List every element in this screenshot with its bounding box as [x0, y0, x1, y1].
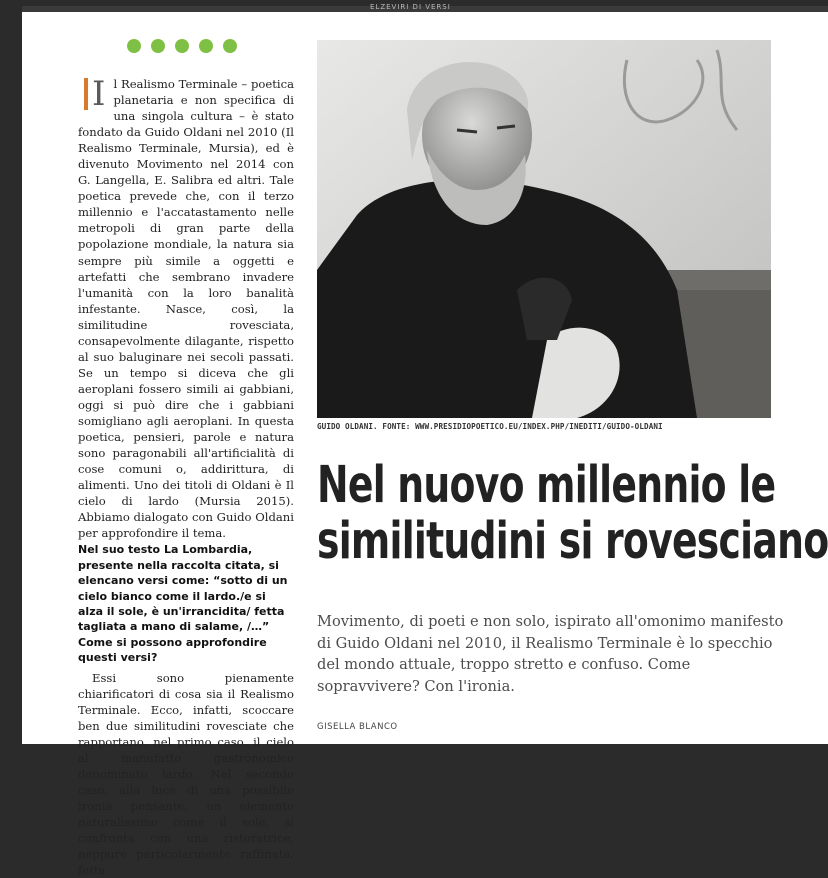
headline-line-1: Nel nuovo millennio le [317, 456, 776, 515]
dot-icon [223, 39, 237, 53]
portrait-photo [317, 40, 771, 418]
dot-icon [199, 39, 213, 53]
top-strip [22, 3, 828, 12]
article-body [78, 76, 294, 878]
intro-paragraph [78, 76, 294, 541]
dot-icon [127, 39, 141, 53]
section-header: ELZEVIRI DI VERSI [370, 3, 451, 11]
interview-question: Nel suo testo La Lombardia, presente nella raccolta citata, si elencano versi come: “sotto di un cielo bianco come il lardo./e si alza il sole, è un'irrancidita/ fetta tagliata a mano di salame, /…” Come si possono approfondire questi versi? [78, 543, 288, 665]
portrait-illustration [317, 40, 771, 418]
dot-icon [151, 39, 165, 53]
photo-caption: GUIDO OLDANI. FONTE: WWW.PRESIDIOPOETICO.EU/INDEX.PHP/INEDITI/GUIDO-OLDANI [317, 422, 663, 431]
headline [317, 456, 828, 571]
magazine-page [22, 3, 828, 878]
interview-answer: Essi sono pienamente chiarificatori di cosa sia il Realismo Terminale. Ecco, infatti, scoccare ben due similitudini rovesciate che rapportano, nel primo caso, il cielo al manufatto gastronomico denominato lardo. Nel secondo caso, alla luce di una possibile ironia pensante, un elemento naturalissimo come il sole, si confronta con una ristoratrice, neppure particolarmente raffinata, fetta [78, 670, 294, 878]
headline-line-2: similitudini si rovesciano [317, 512, 828, 571]
intro-text: l Realismo Terminale – poetica planetaria e non specifica di una singola cultura – è stato fondato da Guido Oldani nel 2010 (Il Realismo Terminale, Mursia), ed è divenuto Movimento nel 2014 con G. Langella, E. Salibra ed altri. Tale poetica prevede che, con il terzo millennio e l'accatastamento nelle metropoli di gran parte della popolazione mondiale, la natura sia sempre più simile a oggetti e artefatti che sembrano invadere l'umanità con la loro banalità infestante. Nasce, così, la similitudine rovesciata, consapevolmente dilagante, rispetto al suo baluginare nei secoli passati. Se un tempo si diceva che gli aeroplani fossero simili ai gabbiani, oggi si può dire che i gabbiani somigliano agli aeroplani. In questa poetica, pensieri, parole e natura sono paragonabili all'artificialità di cose comuni o, addirittura, di alimenti. Uno dei titoli di Oldani è Il cielo di lardo (Mursia 2015). Abbiamo dialogato con Guido Oldani per approfondire il tema. [78, 77, 294, 541]
subtitle: Movimento, di poeti e non solo, ispirato all'omonimo manifesto di Guido Oldani nel 2010, il Realismo Terminale è lo specchio del mondo attuale, troppo stretto e confuso. Come sopravvivere? Con l'ironia. [317, 613, 784, 695]
drop-cap: I [84, 78, 105, 110]
byline: GISELLA BLANCO [317, 722, 398, 732]
dot-icon [175, 39, 189, 53]
green-dots-icon [127, 39, 237, 53]
